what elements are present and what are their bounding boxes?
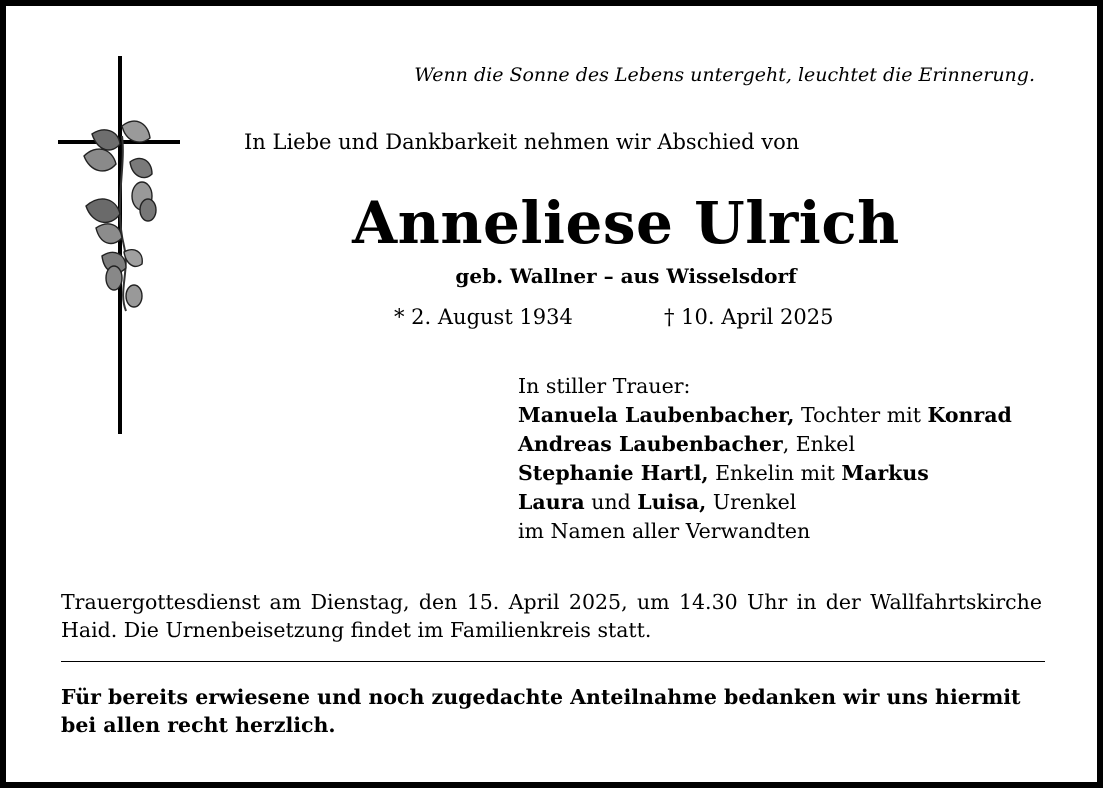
mourner-relation: Enkelin mit (708, 461, 842, 485)
mourners-heading: In stiller Trauer: (518, 374, 691, 398)
mourner-relation: , Enkel (782, 432, 855, 456)
mourner-name: Stephanie Hartl, (518, 461, 709, 485)
thanks-note: Für bereits erwiesene und noch zugedachte Anteilnahme bedanken wir uns hiermit bei allen recht herzlich. (61, 685, 1021, 737)
mourner-relation: und (584, 490, 638, 514)
death-date: † 10. April 2025 (664, 305, 834, 329)
mourner-line (518, 401, 1012, 430)
service-info: Trauergottesdienst am Dienstag, den 15. April 2025, um 14.30 Uhr in der Wallfahrtskirche Haid. Die Urnenbeisetzung findet im Familienkreis statt. (61, 590, 1042, 642)
mourner-name: Manuela Laubenbacher, (518, 403, 795, 427)
mourner-name: Laura (518, 490, 585, 514)
mourner-name: Luisa, (637, 490, 707, 514)
mourner-line (518, 488, 1012, 517)
divider (61, 661, 1045, 662)
mourner-name: Markus (841, 461, 929, 485)
mourner-line (518, 459, 1012, 488)
mourner-name: Konrad (927, 403, 1012, 427)
birth-date: * 2. August 1934 (394, 305, 573, 329)
motto: Wenn die Sonne des Lebens untergeht, leuchtet die Erinnerung. (414, 64, 1035, 86)
deceased-name: Anneliese Ulrich (352, 189, 900, 257)
mourners-closing: im Namen aller Verwandten (518, 519, 811, 543)
birth-name-line: geb. Wallner – aus Wisselsdorf (455, 264, 797, 288)
mourner-relation: Tochter mit (794, 403, 928, 427)
intro-line: In Liebe und Dankbarkeit nehmen wir Abschied von (244, 130, 800, 154)
mourner-name: Andreas Laubenbacher (518, 432, 783, 456)
mourners-block (518, 372, 1012, 546)
mourner-relation: Urenkel (706, 490, 797, 514)
mourner-line (518, 430, 1012, 459)
